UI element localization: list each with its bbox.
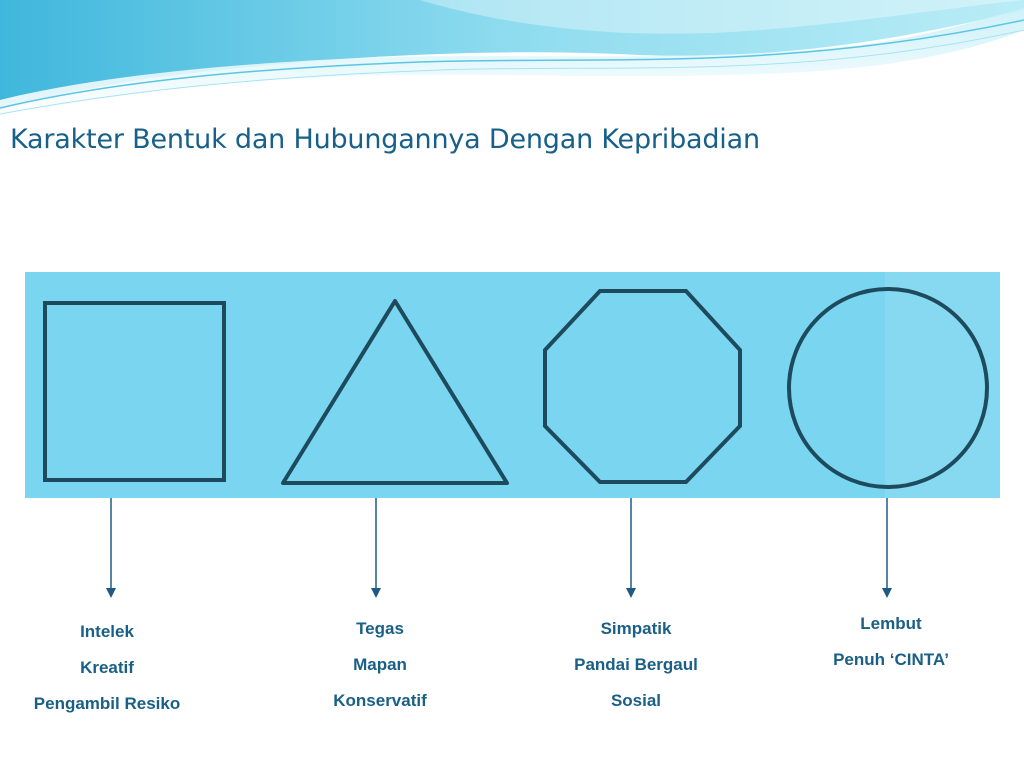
traits-octagon [526, 611, 746, 719]
trait-item: Simpatik [600, 619, 672, 638]
header-wave-decoration [0, 0, 1024, 130]
trait-item: Tegas [356, 619, 404, 638]
trait-item: Pandai Bergaul [574, 655, 698, 674]
trait-item: Konservatif [333, 691, 427, 710]
trait-item: Sosial [610, 691, 662, 710]
trait-item: Kreatif [80, 658, 134, 677]
slide-title: Karakter Bentuk dan Hubungannya Dengan Kepribadian [10, 124, 760, 155]
trait-item: Intelek [80, 622, 134, 641]
trait-item: Penuh ‘CINTA’ [833, 650, 949, 669]
shapes-panel [25, 272, 1000, 498]
traits-square [0, 614, 217, 722]
traits-circle [781, 606, 1001, 678]
trait-item: Pengambil Resiko [33, 694, 181, 713]
trait-item: Mapan [353, 655, 407, 674]
trait-item: Lembut [860, 614, 922, 633]
traits-triangle [270, 611, 490, 719]
panel-background [25, 272, 1000, 498]
